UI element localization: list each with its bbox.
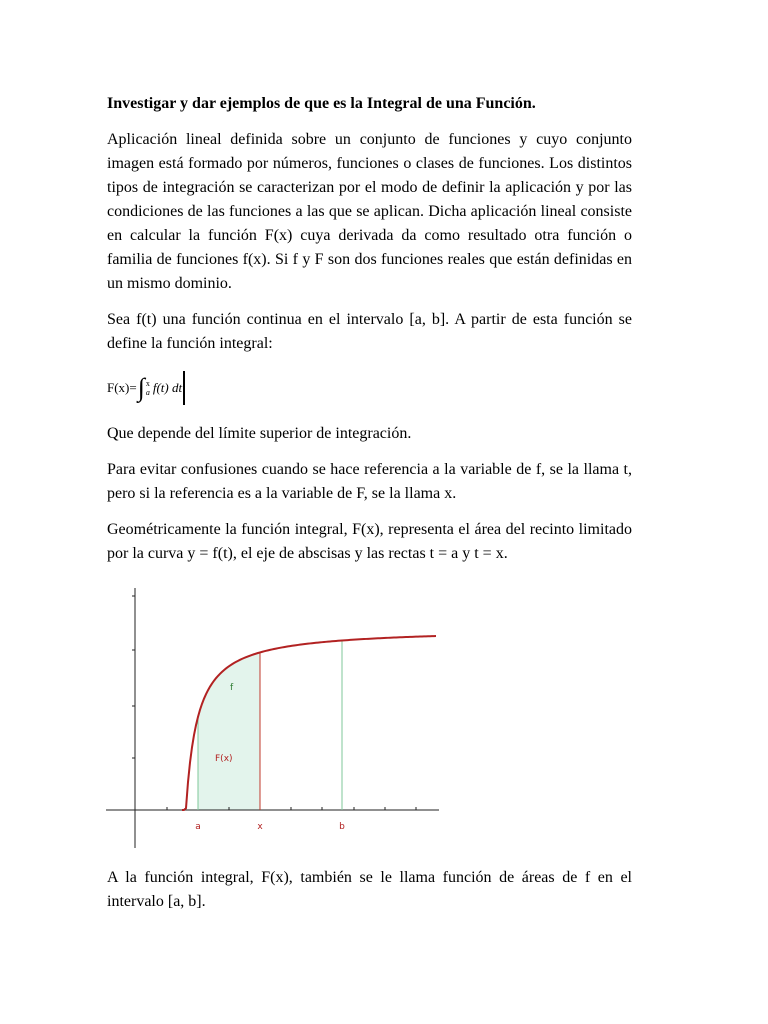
x-tick-label: a [195,822,201,832]
upper-limit: x [145,379,150,388]
paragraph-area-function: A la función integral, F(x), también se le llama función de áreas de f en el intervalo [a, b]. [107,869,632,910]
x-tick-label: x [257,822,263,832]
x-tick-label: b [339,822,345,832]
area-under-curve-chart [104,578,444,850]
area-label: F(x) [215,754,233,764]
integral-sign: ∫ [137,373,145,402]
paragraph-geometric: Geométricamente la función integral, F(x), representa el área del recinto limitado por la curva y = f(t), el eje de abscisas y las rectas t = a y t = x. [107,521,632,562]
document-body [107,92,632,356]
shaded-area [198,652,260,810]
paragraph-continuous-function: Sea f(t) una función continua en el intervalo [a, b]. A partir de esta función se define la función integral: [107,311,632,352]
integral-formula [107,368,185,408]
lower-limit: a [145,388,150,397]
integral-limits [146,379,150,397]
curve-label: f [230,683,234,693]
document-body-3 [107,866,632,914]
integrand: f(t) dt [152,380,183,395]
document-body-2 [107,422,632,566]
paragraph-variables: Para evitar confusiones cuando se hace referencia a la variable de f, se la llama t, pero si la referencia es a la variable de F, se la llama x. [107,461,632,502]
paragraph-definition: Aplicación lineal definida sobre un conjunto de funciones y cuyo conjunto imagen está formado por números, funciones o clases de funciones. Los distintos tipos de integración se caracterizan por el modo de definir la aplicación y por las condiciones de las funciones a las que se aplican. Dicha aplicación lineal consiste en calcular la función F(x) cuya derivada da como resultado otra función o familia de funciones f(x). Si f y F son dos funciones reales que están definidas en un mismo dominio. [107,131,632,292]
formula-lhs: F(x)= [107,380,137,395]
paragraph-upper-limit: Que depende del límite superior de integración. [107,425,412,442]
text-cursor [183,371,185,405]
document-title: Investigar y dar ejemplos de que es la Integral de una Función. [107,95,536,112]
